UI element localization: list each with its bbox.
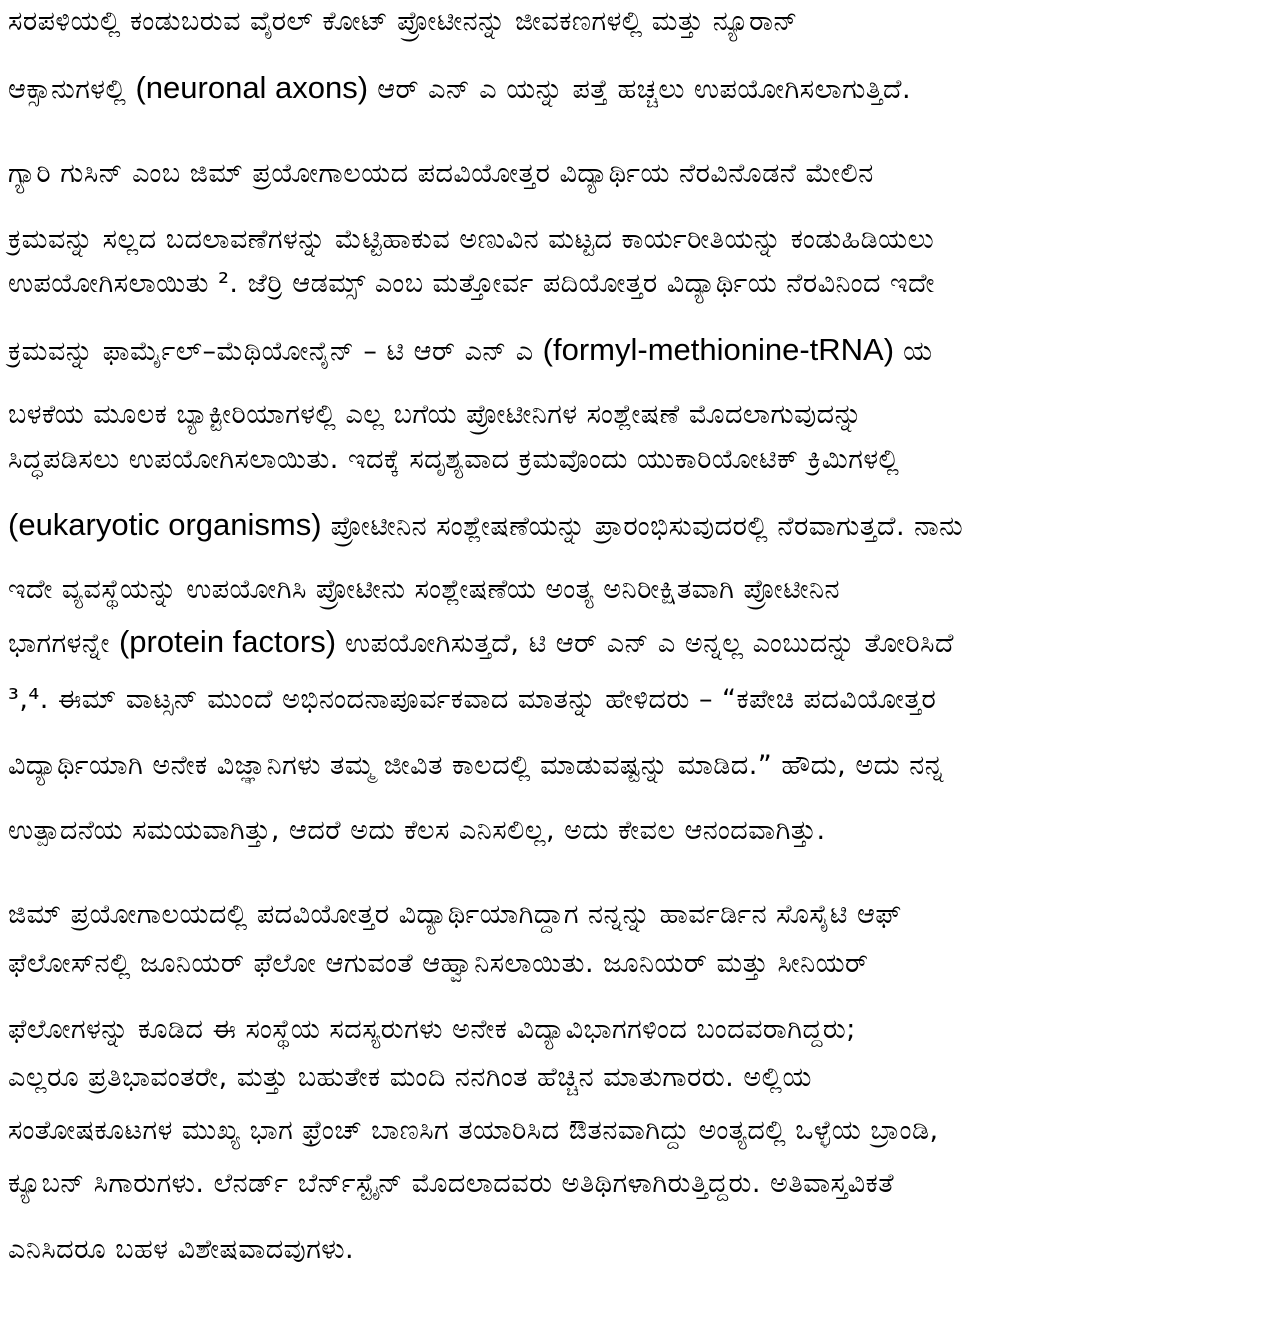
- latin-term: (eukaryotic organisms): [8, 507, 322, 542]
- text-line: ಎಲ್ಲರೂ ಪ್ರತಿಭಾವಂತರೇ, ಮತ್ತು ಬಹುತೇಕ ಮಂದಿ ನನಗಿಂತ ಹೆಚ್ಚಿನ ಮಾತುಗಾರರು. ಅಲ್ಲಿಯ: [8, 1062, 812, 1093]
- text-line: ಸಂತೋಷಕೂಟಗಳ ಮುಖ್ಯ ಭಾಗ ಫ್ರೆಂಚ್ ಬಾಣಸಿಗ ತಯಾರಿಸಿದ ಔತನವಾಗಿದ್ದು ಅಂತ್ಯದಲ್ಲಿ ಒಳ್ಳೆಯ ಬ್ರಾಂಡಿ,: [8, 1115, 939, 1146]
- text-line: ಸಿದ್ಧಪಡಿಸಲು ಉಪಯೋಗಿಸಲಾಯಿತು. ಇದಕ್ಕೆ ಸದೃಶ್ಯವಾದ ಕ್ರಮವೊಂದು ಯುಕಾರಿಯೋಟಿಕ್ ಕ್ರಿಮಿಗಳಲ್ಲಿ: [8, 444, 900, 475]
- text-line: ಫೆಲೋಗಳನ್ನು ಕೂಡಿದ ಈ ಸಂಸ್ಥೆಯ ಸದಸ್ಯರುಗಳು ಅನೇಕ ವಿದ್ಯಾವಿಭಾಗಗಳಿಂದ ಬಂದವರಾಗಿದ್ದರು;: [8, 1014, 856, 1045]
- text-line: ಕ್ಯೂಬನ್ ಸಿಗಾರುಗಳು. ಲೆನರ್ಡ್ ಬೆರ್ನ್‌ಸ್ಟೈನ್ ಮೊದಲಾದವರು ಅತಿಥಿಗಳಾಗಿರುತ್ತಿದ್ದರು. ಅತಿವಾಸ್ತವಿಕತೆ: [8, 1168, 895, 1199]
- text-line: ಬಳಕೆಯ ಮೂಲಕ ಬ್ಯಾಕ್ಟೀರಿಯಾಗಳಲ್ಲಿ ಎಲ್ಲ ಬಗೆಯ ಪ್ರೋಟೀನಿಗಳ ಸಂಶ್ಲೇಷಣೆ ಮೊದಲಾಗುವುದನ್ನು: [8, 399, 863, 430]
- text-line: ಕ್ರಮವನ್ನು ಸಲ್ಲದ ಬದಲಾವಣೆಗಳನ್ನು ಮೆಟ್ಟಿಹಾಕುವ ಅಣುವಿನ ಮಟ್ಟದ ಕಾರ್ಯರೀತಿಯನ್ನು ಕಂಡುಹಿಡಿಯಲು: [8, 224, 935, 255]
- text-line: ಉಪಯೋಗಿಸಲಾಯಿತು ². ಜೆರ್ರಿ ಆಡಮ್ಸ್ ಎಂಬ ಮತ್ತೋರ್ವ ಪದಿಯೋತ್ತರ ವಿದ್ಯಾರ್ಥಿಯ ನೆರವಿನಿಂದ ಇದೇ: [8, 268, 935, 299]
- text-line: ಎನಿಸಿದರೂ ಬಹಳ ವಿಶೇಷವಾದವುಗಳು.: [8, 1234, 355, 1265]
- text-line: ಗ್ಯಾರಿ ಗುಸಿನ್ ಎಂಬ ಜಿಮ್ ಪ್ರಯೋಗಾಲಯದ ಪದವಿಯೋತ್ತರ ವಿದ್ಯಾರ್ಥಿಯ ನೆರವಿನೊಡನೆ ಮೇಲಿನ: [8, 158, 874, 189]
- text-line: ಕ್ರಮವನ್ನು ಫಾರ್ಮೈಲ್–ಮೆಥಿಯೋನೈನ್ – ಟಿ ಆರ್ ಎನ್ ಎ (formyl-methionine-tRNA) ಯ: [8, 332, 933, 367]
- latin-term: (neuronal axons): [135, 70, 369, 105]
- text-line: ಭಾಗಗಳನ್ನೇ (protein factors) ಉಪಯೋಗಿಸುತ್ತದೆ, ಟಿ ಆರ್ ಎನ್ ಎ ಅನ್ನಲ್ಲ ಎಂಬುದನ್ನು ತೋರಿಸಿದೆ: [8, 624, 955, 659]
- text-line: ಫೆಲೋಸ್‌ನಲ್ಲಿ ಜೂನಿಯರ್ ಫೆಲೋ ಆಗುವಂತೆ ಆಹ್ವಾನಿಸಲಾಯಿತು. ಜೂನಿಯರ್ ಮತ್ತು ಸೀನಿಯರ್: [8, 948, 869, 979]
- text-line: ಸರಪಳಿಯಲ್ಲಿ ಕಂಡುಬರುವ ವೈರಲ್ ಕೋಟ್ ಪ್ರೋಟೀನನ್ನು ಜೀವಕಣಗಳಲ್ಲಿ ಮತ್ತು ನ್ಯೂರಾನ್: [8, 6, 798, 37]
- text-line: (eukaryotic organisms) ಪ್ರೋಟೀನಿನ ಸಂಶ್ಲೇಷಣೆಯನ್ನು ಪ್ರಾರಂಭಿಸುವುದರಲ್ಲಿ ನೆರವಾಗುತ್ತದೆ. ನಾನು: [8, 507, 964, 542]
- text-line: ಆಕ್ಸಾನುಗಳಲ್ಲಿ (neuronal axons) ಆರ್ ಎನ್ ಎ ಯನ್ನು ಪತ್ತೆ ಹಚ್ಚಲು ಉಪಯೋಗಿಸಲಾಗುತ್ತಿದೆ.: [8, 70, 912, 105]
- text-line: ಜಿಮ್ ಪ್ರಯೋಗಾಲಯದಲ್ಲಿ ಪದವಿಯೋತ್ತರ ವಿದ್ಯಾರ್ಥಿಯಾಗಿದ್ದಾಗ ನನ್ನನ್ನು ಹಾರ್ವರ್ಡಿನ ಸೊಸೈಟಿ ಆಫ್: [8, 899, 902, 930]
- text-line: ಉತ್ಪಾದನೆಯ ಸಮಯವಾಗಿತ್ತು, ಆದರೆ ಅದು ಕೆಲಸ ಎನಿಸಲಿಲ್ಲ, ಅದು ಕೇವಲ ಆನಂದವಾಗಿತ್ತು.: [8, 815, 826, 846]
- text-line: ³,⁴. ಈಮ್ ವಾಟ್ಸನ್ ಮುಂದೆ ಅಭಿನಂದನಾಪೂರ್ವಕವಾದ ಮಾತನ್ನು ಹೇಳಿದರು – “ಕಪೇಚಿ ಪದವಿಯೋತ್ತರ: [8, 684, 937, 715]
- text-line: ವಿದ್ಯಾರ್ಥಿಯಾಗಿ ಅನೇಕ ವಿಜ್ಞಾನಿಗಳು ತಮ್ಮ ಜೀವಿತ ಕಾಲದಲ್ಲಿ ಮಾಡುವಷ್ಟನ್ನು ಮಾಡಿದ.” ಹೌದು, ಅದು ನನ್ನ: [8, 750, 944, 781]
- latin-term: (protein factors): [118, 624, 337, 659]
- latin-term: (formyl-methionine-tRNA): [542, 332, 895, 367]
- text-line: ಇದೇ ವ್ಯವಸ್ಥೆಯನ್ನು ಉಪಯೋಗಿಸಿ ಪ್ರೋಟೀನು ಸಂಶ್ಲೇಷಣೆಯ ಅಂತ್ಯ ಅನಿರೀಕ್ಷಿತವಾಗಿ ಪ್ರೋಟೀನಿನ: [8, 574, 841, 605]
